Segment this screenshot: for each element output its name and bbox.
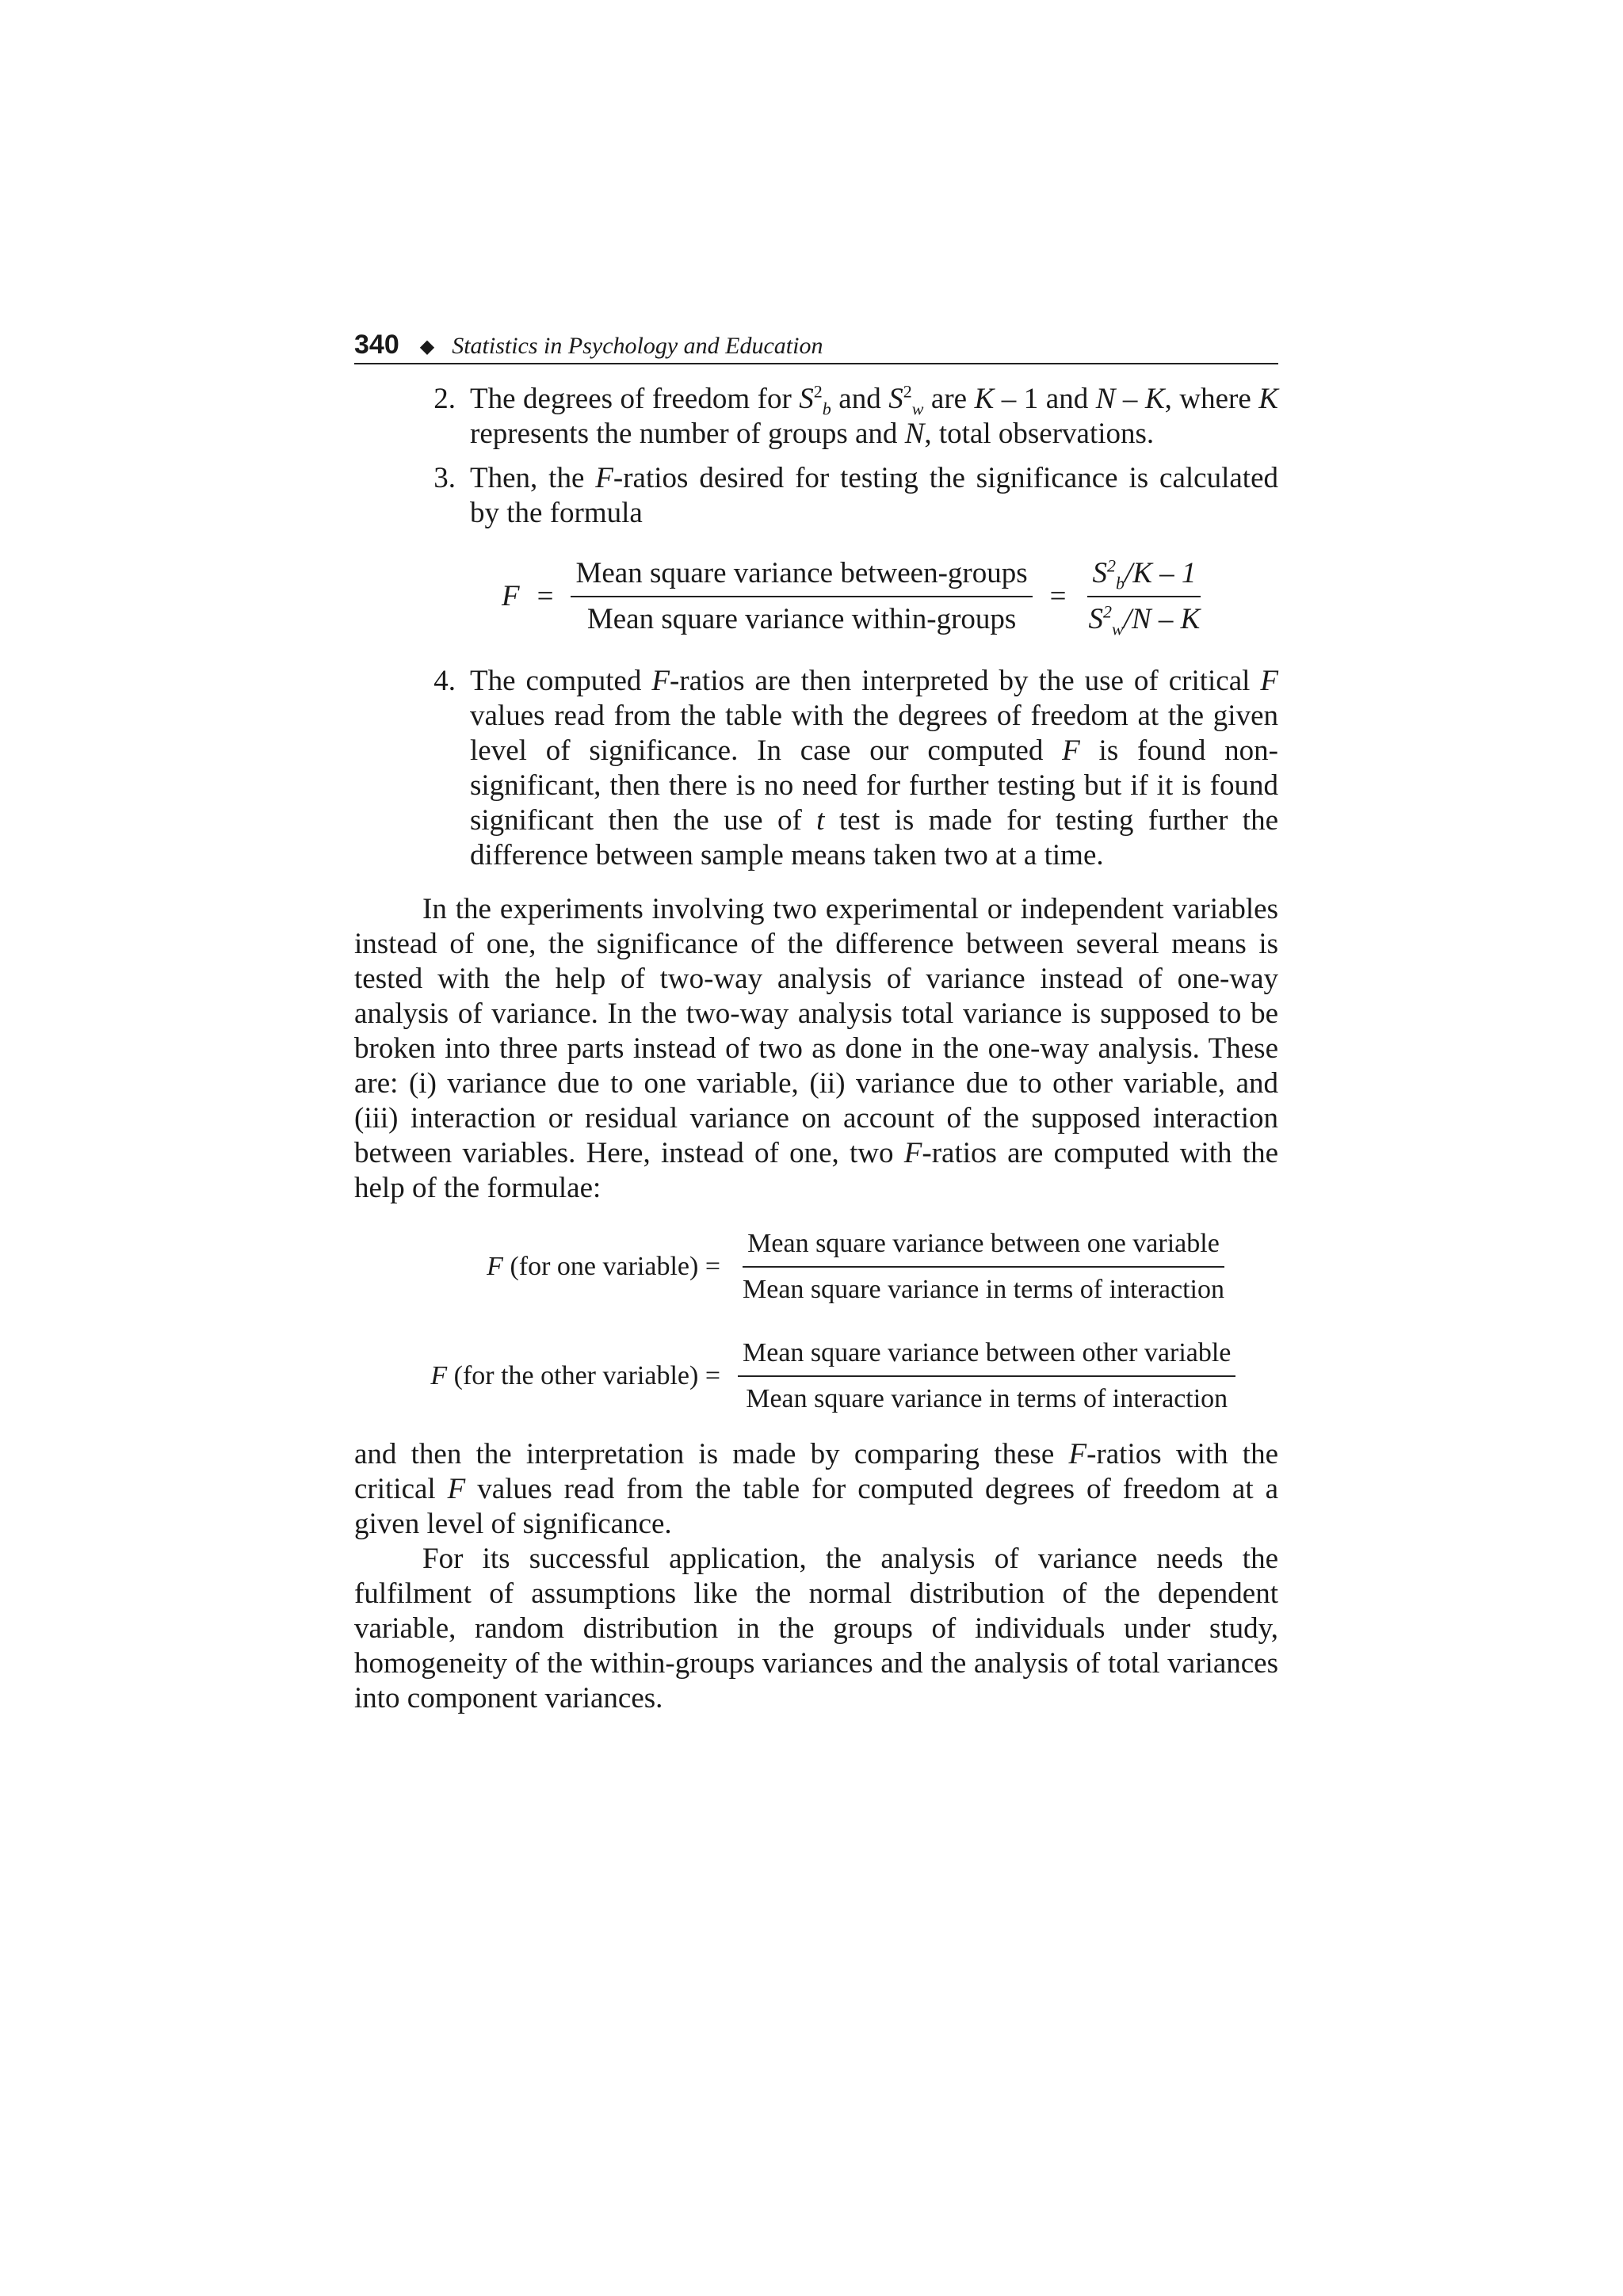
fraction-variance-ratio: [1084, 556, 1205, 637]
running-title: Statistics in Psychology and Education: [452, 333, 823, 359]
formula-label: F (for the other variable) =: [430, 1361, 720, 1390]
list-item-2: [354, 382, 1278, 452]
item-text: The computed F-ratios are then interpreted by the use of critical F values read from the table with the degrees of freedom at the given level of significance. In case our computed F is found non-significant, then there is no need for further testing but if it is found significant then the use of t test is made for testing further the difference between sample means taken two at a time.: [470, 665, 1279, 871]
fraction-numerator: Mean square variance between one variable: [743, 1226, 1224, 1268]
formula-label: F (for one variable) =: [487, 1252, 720, 1281]
diamond-icon: ◆: [419, 335, 435, 357]
fraction-mean-squares: [571, 556, 1032, 637]
item-text: The degrees of freedom for $S^2_b$ and $S^2_w$ are K – 1 and N – K, where K represents the number of groups and N, total observations.: [470, 381, 1278, 450]
item-text: Then, the F-ratios desired for testing the significance is calculated by the formula: [470, 462, 1278, 529]
f-other-variable-formula: [354, 1336, 1278, 1417]
paragraph-assumptions: For its successful application, the analysis of variance needs the fulfilment of assumptions like the normal distribution of the dependent variable, random distribution in the groups of individuals under study, homogeneity of the within-groups variances and the analysis of total variances into component variances.: [354, 1543, 1278, 1714]
f-ratio-formula: F = $\frac{\text{Mean square variance between-groups}}{\text{Mean square variance within-groups}}$ = $\frac{S^2_b/K - 1}{S^2_w/N - K}$: [502, 556, 1278, 637]
paragraph-interpretation: and then the interpretation is made by comparing these F-ratios with the critical F values read from the table for computed degrees of freedom at a given level of significance.: [354, 1438, 1278, 1540]
fraction-numerator: $S^2_b/K - 1$: [1087, 556, 1201, 597]
item-number: 2.: [433, 383, 456, 415]
fraction-denominator: Mean square variance in terms of interaction: [746, 1384, 1228, 1413]
fraction: [738, 1226, 1229, 1307]
formula-lhs: F: [502, 580, 520, 612]
list-item-3: [354, 461, 1278, 531]
f-one-variable-formula: [354, 1226, 1278, 1307]
fraction-denominator: $S^2_w/N$ – K: [1088, 601, 1201, 639]
page-content: [354, 382, 1278, 1716]
fraction-numerator: Mean square variance between other variable: [738, 1336, 1235, 1377]
list-item-4: [354, 664, 1278, 873]
paragraph-two-way-anova: In the experiments involving two experimental or independent variables instead of one, the significance of the difference between several means is tested with the help of two-way analysis of variance instead of one-way analysis of variance. In the two-way analysis total variance is supposed to be broken into three parts instead of two as done in the one-way analysis. These are: (i) variance due to one variable, (ii) variance due to other variable, and (iii) interaction or residual variance on account of the supposed interaction between variables. Here, instead of one, two F-ratios are computed with the help of the formulae:: [354, 893, 1279, 1204]
item-number: 4.: [433, 665, 456, 697]
fraction: [738, 1336, 1235, 1417]
page-number: 340: [354, 330, 399, 360]
item-number: 3.: [433, 462, 456, 494]
running-header: [354, 323, 1278, 364]
fraction-denominator: Mean square variance in terms of interaction: [743, 1275, 1224, 1304]
fraction-denominator: Mean square variance within-groups: [586, 603, 1017, 635]
fraction-numerator: Mean square variance between-groups: [571, 556, 1032, 597]
